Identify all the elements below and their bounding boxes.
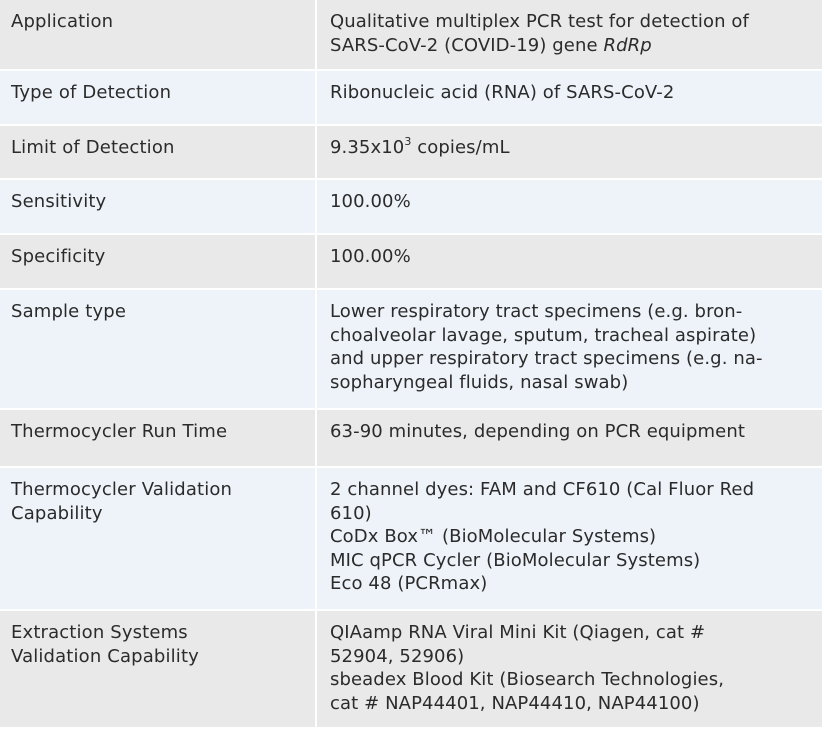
value-exponent: 3	[404, 135, 412, 148]
value-line: 610)	[330, 502, 372, 524]
row-label: Application	[0, 0, 317, 69]
row-label: Thermocycler Run Time	[0, 410, 317, 466]
value-line	[330, 34, 814, 58]
row-value	[317, 71, 822, 124]
value-line: MIC qPCR Cycler (BioMolecular Systems)	[330, 549, 701, 571]
row-value	[317, 0, 822, 69]
row-value	[317, 290, 822, 408]
value-prefix: 9.35x10	[330, 137, 405, 158]
row-sensitivity	[0, 180, 822, 235]
value-line: sopharyngeal fluids, nasal swab)	[330, 371, 629, 393]
value-line: 100.00%	[330, 191, 411, 212]
row-value	[317, 410, 822, 466]
row-label	[0, 611, 317, 727]
label-line: Extraction Systems	[11, 622, 188, 643]
value-line: Lower respiratory tract specimens (e.g. bron-	[330, 301, 743, 322]
row-type-of-detection	[0, 71, 822, 126]
row-value	[317, 468, 822, 609]
label-line: Thermocycler Validation	[11, 479, 233, 500]
row-value	[317, 126, 822, 178]
value-line: 52904, 52906)	[330, 645, 465, 667]
value-line: CoDx Box™ (BioMolecular Systems)	[330, 526, 657, 547]
value-line: and upper respiratory tract specimens (e.g. na-	[330, 348, 763, 369]
value-line: cat # NAP44401, NAP44410, NAP44100)	[330, 692, 700, 714]
row-value	[317, 235, 822, 288]
value-line: Ribonucleic acid (RNA) of SARS-CoV-2	[330, 82, 675, 103]
row-specificity	[0, 235, 822, 290]
row-application	[0, 0, 822, 71]
row-thermocycler-run-time	[0, 410, 822, 468]
row-value	[317, 180, 822, 233]
label-line: Validation Capability	[11, 646, 199, 667]
value-line: 63-90 minutes, depending on PCR equipment	[330, 421, 746, 442]
row-label	[0, 468, 317, 609]
value-line: choalveolar lavage, sputum, tracheal aspirate)	[330, 324, 757, 346]
value-line: Qualitative multiplex PCR test for detection of	[330, 11, 749, 32]
value-line	[330, 136, 814, 160]
value-line: sbeadex Blood Kit (Biosearch Technologies,	[330, 669, 725, 690]
value-line: Eco 48 (PCRmax)	[330, 573, 488, 594]
row-thermocycler-validation	[0, 468, 822, 611]
value-line: 100.00%	[330, 246, 411, 267]
value-line: 2 channel dyes: FAM and CF610 (Cal Fluor Red	[330, 479, 755, 500]
row-label: Sensitivity	[0, 180, 317, 233]
label-line: Capability	[11, 503, 103, 524]
row-label: Sample type	[0, 290, 317, 408]
row-sample-type	[0, 290, 822, 410]
value-text: SARS-CoV-2 (COVID-19) gene	[330, 34, 604, 56]
row-label: Specificity	[0, 235, 317, 288]
row-limit-of-detection	[0, 126, 822, 180]
gene-name: RdRp	[603, 34, 652, 56]
value-line: QIAamp RNA Viral Mini Kit (Qiagen, cat #	[330, 622, 706, 643]
row-value	[317, 611, 822, 727]
row-extraction-systems	[0, 611, 822, 729]
row-label: Type of Detection	[0, 71, 317, 124]
value-suffix: copies/mL	[411, 137, 510, 158]
row-label: Limit of Detection	[0, 126, 317, 178]
